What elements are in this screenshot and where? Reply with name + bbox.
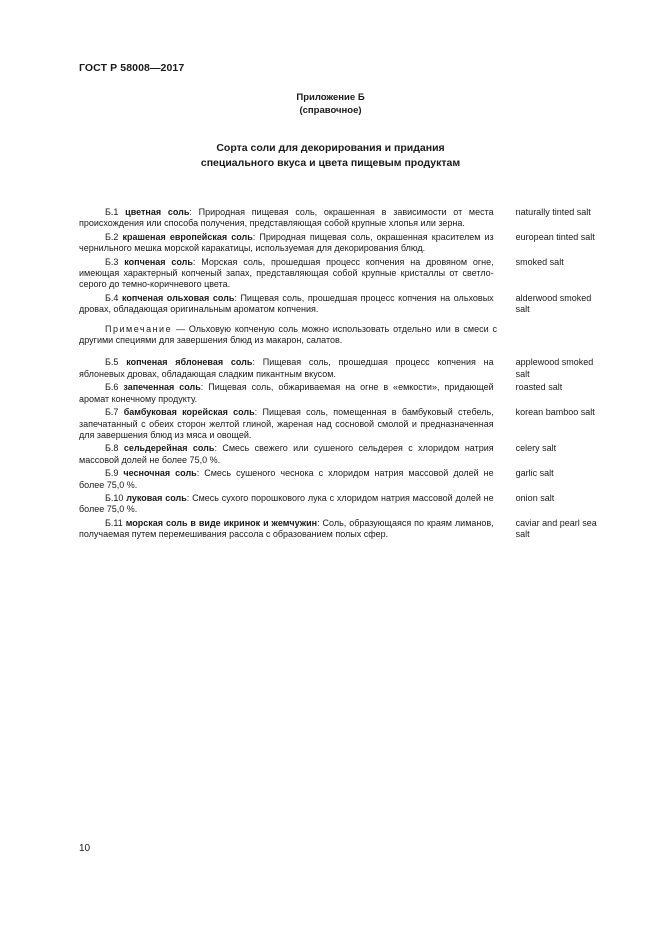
term-name: морская соль в виде икринок и жемчужин: [125, 517, 318, 528]
annex-kind: (справочное): [299, 105, 362, 116]
term-entry-b6: [79, 382, 599, 405]
term-definition: [79, 493, 494, 516]
term-text: : Смесь свежего или сушеного сельдерея с хлоридом натрия массовой долей не более 75,0 %.: [79, 443, 494, 465]
term-name: чесночная соль: [123, 468, 197, 479]
term-number: Б.9: [105, 468, 119, 479]
term-number: Б.10: [105, 492, 124, 503]
page-number: 10: [79, 843, 91, 854]
term-entry-b4: [79, 293, 599, 316]
term-entry-b7: [79, 407, 599, 441]
term-english: celery salt: [515, 443, 557, 454]
term-text: : Пищевая соль, помещенная в бамбуковый стебель, запечатанный с обеих сторон желтой глиной, жареная над сосновой смолой и предназначенная для завершения блюд из мяса и овощей.: [79, 407, 494, 440]
standard-designation: ГОСТ Р 58008—2017: [79, 62, 185, 74]
term-english: alderwood smoked salt: [515, 292, 592, 315]
term-english: smoked salt: [515, 256, 564, 267]
term-name: бамбуковая корейская соль: [123, 407, 255, 418]
term-english: korean bamboo salt: [515, 407, 595, 418]
term-text: : Пищевая соль, прошедшая процесс копчения на ольховых дровах, обладающая оригинальным ароматом копчения.: [79, 292, 494, 315]
annex-label: Приложение Б: [296, 92, 365, 103]
term-number: Б.11: [105, 517, 123, 528]
term-entry-b1: [79, 207, 599, 230]
term-entry-b3: [79, 257, 599, 291]
annex-heading: [0, 91, 661, 117]
term-english: caviar and pearl sea salt: [515, 517, 597, 540]
term-name: цветная соль: [125, 207, 190, 217]
term-name: крашеная европейская соль: [122, 231, 253, 242]
term-definition: [79, 382, 494, 405]
term-entry-b10: [79, 493, 599, 516]
term-name: запеченная соль: [123, 382, 201, 393]
term-text: : Соль, образующаяся по краям лиманов, получаемая путем перемешивания рассола с образованием полых сфер.: [79, 517, 494, 540]
note: [79, 324, 497, 347]
term-text: : Природная пищевая соль, окрашенная в зависимости от места происхождения или способа получения, представляющая собой крупные хлопья или зерна.: [79, 207, 494, 229]
term-name: сельдерейная соль: [123, 443, 215, 454]
term-definition: [79, 518, 494, 541]
term-text: : Пищевая соль, обжариваемая на огне в «емкости», придающей аромат конечному продукту.: [79, 382, 494, 404]
term-text: : Природная пищевая соль, окрашенная красителем из чернильного мешка морской каракатицы, используемая для декорирования блюд.: [79, 231, 494, 254]
term-definition: [79, 443, 494, 466]
term-definition: [79, 293, 494, 316]
note-text: — Ольховую копченую соль можно использовать отдельно или в смеси с другими специями для завершения блюд из макарон, салатов.: [79, 323, 497, 346]
term-name: копченая яблоневая соль: [126, 357, 253, 368]
term-number: Б.1: [105, 207, 119, 217]
term-number: Б.6: [105, 382, 119, 393]
term-english: naturally tinted salt: [515, 207, 591, 217]
term-definition: [79, 207, 494, 230]
term-number: Б.7: [105, 407, 119, 418]
term-number: Б.8: [105, 443, 119, 454]
term-number: Б.4: [105, 292, 119, 303]
term-text: : Смесь сухого порошкового лука с хлоридом натрия массовой долей не более 75,0 %.: [79, 492, 494, 515]
term-text: : Пищевая соль, прошедшая процесс копчения на яблоневых дровах, обладающая сладким пикантным вкусом.: [79, 357, 494, 379]
term-definition: [79, 257, 494, 291]
term-number: Б.3: [105, 256, 119, 267]
annex-title: [0, 141, 661, 171]
term-name: луковая соль: [126, 492, 187, 503]
term-definition: [79, 357, 494, 380]
term-number: Б.5: [105, 357, 119, 368]
term-text: : Морская соль, прошедшая процесс копчения на дровяном огне, имеющая характерный копченый запах, представляющая собой крупные кристаллы от светло-серого до темно-коричневого цвета.: [79, 256, 494, 290]
term-english: european tinted salt: [515, 231, 595, 242]
term-name: копченая соль: [124, 256, 193, 267]
term-number: Б.2: [105, 231, 119, 242]
terms-list: [79, 207, 599, 543]
annex-title-line-1: Сорта соли для декорирования и придания: [216, 142, 445, 154]
term-definition: [79, 232, 494, 255]
term-entry-b9: [79, 468, 599, 491]
annex-title-line-2: специального вкуса и цвета пищевым продуктам: [200, 157, 461, 169]
term-name: копченая ольховая соль: [122, 292, 235, 303]
note-label: Примечание: [105, 323, 173, 334]
term-entry-b8: [79, 443, 599, 466]
term-english: applewood smoked salt: [515, 357, 594, 379]
term-english: onion salt: [515, 492, 555, 503]
term-english: garlic salt: [515, 468, 554, 479]
term-text: : Смесь сушеного чеснока с хлоридом натрия массовой долей не более 75,0 %.: [79, 468, 494, 490]
term-entry-b2: [79, 232, 599, 255]
term-definition: [79, 407, 494, 441]
term-english: roasted salt: [515, 382, 563, 393]
term-entry-b5: [79, 357, 599, 380]
term-entry-b11: [79, 518, 599, 541]
term-definition: [79, 468, 494, 491]
